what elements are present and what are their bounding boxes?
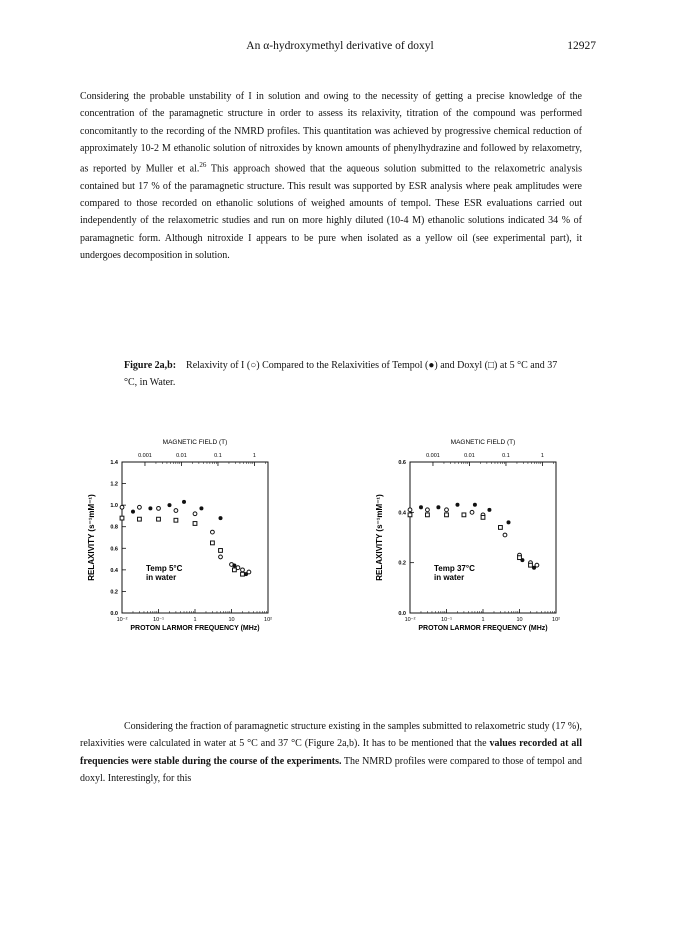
- x-tick-label: 10⁻²: [116, 617, 128, 623]
- data-point-filled-circle: [182, 500, 186, 504]
- temperature-annotation: in water: [434, 573, 465, 582]
- data-point-open-circle: [174, 509, 178, 513]
- data-point-open-square: [481, 515, 485, 519]
- reference-superscript: 26: [199, 161, 207, 170]
- data-point-open-circle: [408, 508, 412, 512]
- top-tick-label: 1: [540, 453, 544, 459]
- data-point-open-square: [120, 516, 124, 520]
- data-point-filled-circle: [131, 510, 135, 514]
- data-point-open-square: [232, 568, 236, 572]
- top-tick-label: 0.1: [214, 453, 222, 459]
- paragraph-1-text-a: Considering the probable unstability of I in solution and owing to the necessity of getting a precise knowledge of the concentration of the paramagnetic structure in order to assess its relaxivity, titration of the compound was performed concomitantly to the recording of the NMRD profiles. This quantitation was achieved by progressive chemical reduction of approximately 10-2 M ethanolic solution of nitroxides by known amounts of phenylhydrazine and followed by relaxometry, as reported by Muller et al.: [80, 91, 582, 175]
- x-tick-label: 1: [481, 617, 485, 623]
- data-point-filled-circle: [232, 564, 236, 568]
- data-point-open-square: [518, 556, 522, 560]
- data-point-open-circle: [241, 568, 245, 572]
- data-point-open-circle: [120, 505, 124, 509]
- paragraph-2-text-a: Considering the fraction of paramagnetic structure existing in the samples submitted to relaxometric study (17 %), relaxivities were calculated in water at 5 °C and 37 °C (Figure 2a,b). It has to be mentioned that the: [80, 721, 582, 750]
- data-point-filled-circle: [436, 505, 440, 509]
- data-point-open-square: [529, 563, 533, 567]
- x-tick-label: 10: [516, 617, 523, 623]
- y-tick-label: 0.4: [110, 567, 118, 574]
- data-point-open-square: [241, 572, 245, 576]
- y-tick-label: 1.2: [110, 481, 118, 488]
- data-point-open-square: [462, 513, 466, 517]
- data-point-filled-circle: [167, 503, 171, 507]
- data-point-open-square: [219, 549, 223, 553]
- data-point-filled-circle: [455, 503, 459, 507]
- top-tick-label: 0.01: [176, 453, 187, 459]
- y-tick-label: 1.0: [110, 503, 118, 510]
- chart-2a: [80, 420, 280, 645]
- top-tick-label: 0.001: [138, 453, 152, 459]
- temperature-annotation: Temp 37°C: [434, 564, 475, 573]
- top-tick-label: 0.01: [464, 453, 475, 459]
- data-point-open-circle: [445, 508, 449, 512]
- top-tick-label: 0.001: [426, 453, 440, 459]
- figure-caption: [124, 357, 564, 391]
- data-point-open-square: [174, 518, 178, 522]
- top-axis-label: MAGNETIC FIELD (T): [450, 439, 516, 446]
- x-tick-label: 10⁻²: [404, 617, 416, 623]
- page-number: 12927: [567, 40, 596, 52]
- data-point-open-circle: [138, 505, 142, 509]
- temperature-annotation: Temp 5°C: [146, 564, 183, 573]
- y-axis-label: RELAXIVITY (s⁻¹mM⁻¹): [375, 494, 384, 581]
- y-tick-label: 0.6: [110, 546, 118, 553]
- data-point-filled-circle: [473, 503, 477, 507]
- plot-frame: [122, 462, 268, 613]
- y-tick-label: 1.4: [110, 460, 118, 466]
- x-tick-label: 10²: [264, 617, 272, 623]
- running-title: An α-hydroxymethyl derivative of doxyl: [246, 40, 434, 52]
- data-point-open-square: [138, 517, 142, 521]
- data-point-open-circle: [211, 530, 215, 534]
- y-axis-label: RELAXIVITY (s⁻¹mM⁻¹): [87, 494, 96, 581]
- data-point-filled-circle: [419, 505, 423, 509]
- data-point-filled-circle: [199, 506, 203, 510]
- data-point-open-square: [211, 541, 215, 545]
- plot-frame: [410, 462, 556, 613]
- paragraph-2: [80, 718, 582, 787]
- data-point-open-square: [408, 513, 412, 517]
- data-point-open-circle: [193, 512, 197, 516]
- paragraph-1-text-b: This approach showed that the aqueous solution submitted to the relaxometric analysis contained but 17 % of the paramagnetic structure. This result was supported by ESR analysis where peak amplitudes were compared to those recorded on ethanolic solutions of weighed amounts of tempol. These ESR evaluations carried out independently of the relaxometric studies and run on more highly diluted (10-4 M) ethanolic solutions indicated 34 % of paramagnetic form. Although nitroxide I appears to be pure when isolated as a yellow oil (see experimental part), it undergoes decomposition in solution.: [80, 163, 583, 261]
- data-point-open-circle: [426, 508, 430, 512]
- y-tick-label: 0.2: [110, 589, 118, 596]
- data-point-filled-circle: [507, 520, 511, 524]
- y-tick-label: 0.8: [110, 524, 118, 531]
- top-axis-label: MAGNETIC FIELD (T): [162, 439, 228, 446]
- x-tick-label: 10: [228, 617, 235, 623]
- data-point-filled-circle: [219, 516, 223, 520]
- x-tick-label: 10²: [552, 617, 560, 623]
- paragraph-2-text-b: The NMRD profiles were compared to those of tempol and doxyl. Interestingly, for this: [80, 755, 583, 784]
- data-point-open-square: [445, 513, 449, 517]
- data-point-filled-circle: [148, 506, 152, 510]
- x-tick-label: 10⁻¹: [441, 617, 452, 623]
- chart-2b: [368, 420, 568, 645]
- x-axis-label: PROTON LARMOR FREQUENCY (MHz): [130, 625, 260, 632]
- y-tick-label: 0.2: [398, 560, 406, 567]
- data-point-open-circle: [219, 555, 223, 559]
- data-point-filled-circle: [487, 508, 491, 512]
- figure-label: Figure 2a,b:: [124, 360, 177, 371]
- y-tick-label: 0.6: [398, 460, 406, 466]
- data-point-open-square: [157, 517, 161, 521]
- data-point-open-square: [499, 526, 503, 530]
- temperature-annotation: in water: [146, 573, 177, 582]
- paragraph-1: [80, 88, 582, 264]
- data-point-open-circle: [470, 510, 474, 514]
- data-point-open-circle: [503, 533, 507, 537]
- x-tick-label: 10⁻¹: [153, 617, 164, 623]
- x-axis-label: PROTON LARMOR FREQUENCY (MHz): [418, 625, 548, 632]
- data-point-open-square: [193, 522, 197, 526]
- data-point-open-circle: [157, 506, 161, 510]
- paragraph-2-bold: values recorded at all frequencies were stable during the course of the experiments.: [80, 738, 582, 767]
- page-header: [0, 40, 680, 56]
- top-tick-label: 0.1: [502, 453, 510, 459]
- data-point-open-square: [426, 513, 430, 517]
- y-tick-label: 0.0: [110, 611, 118, 617]
- top-tick-label: 1: [252, 453, 256, 459]
- y-tick-label: 0.4: [398, 510, 406, 517]
- y-tick-label: 0.0: [398, 611, 406, 617]
- figure-caption-text: Relaxivity of I (○) Compared to the Relaxivities of Tempol (●) and Doxyl (□) at 5 °C and 37 °C, in Water.: [124, 360, 558, 388]
- x-tick-label: 1: [193, 617, 197, 623]
